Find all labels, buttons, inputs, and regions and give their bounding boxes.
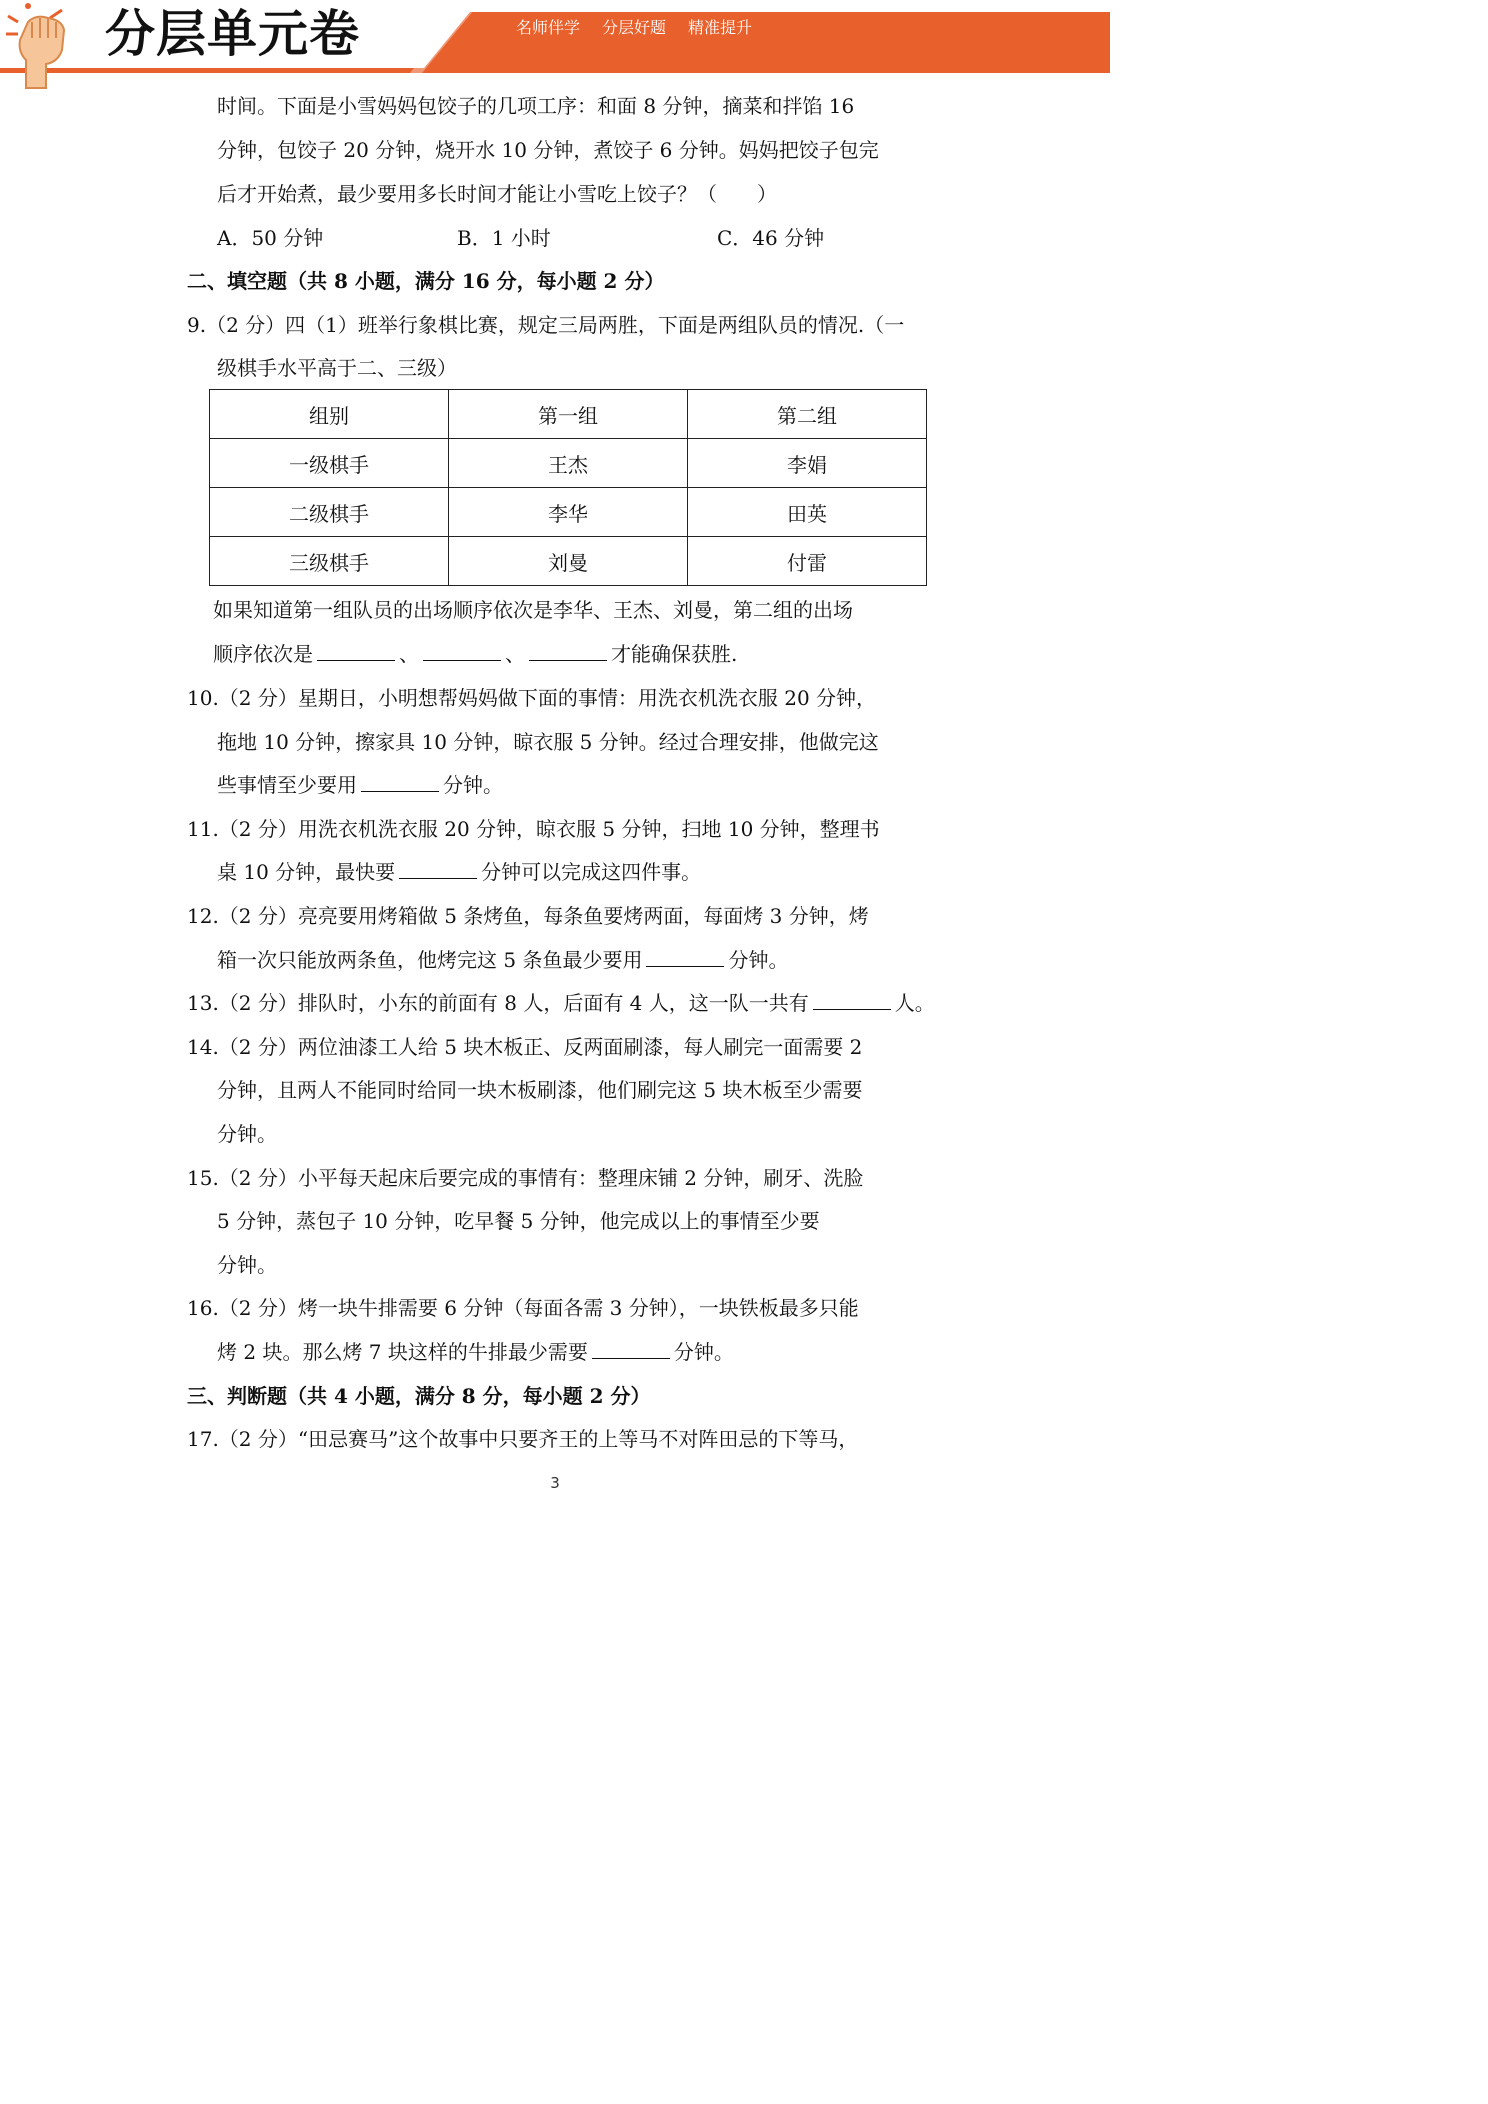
option-c: C．46 分钟 (717, 226, 825, 250)
q15-line-2: 5 分钟，蒸包子 10 分钟，吃早餐 5 分钟，他完成以上的事情至少要 (217, 1209, 820, 1233)
q11-line-1: 11.（2 分）用洗衣机洗衣服 20 分钟，晾衣服 5 分钟，扫地 10 分钟，整理书 (187, 817, 880, 841)
table-cell: 刘曼 (449, 537, 688, 586)
q9-line-4 (213, 640, 737, 668)
q12-text: 分钟。 (728, 948, 789, 972)
page-header (0, 0, 1110, 90)
q8-options (217, 224, 824, 252)
header-slogan (516, 16, 752, 40)
slogan-item: 分层好题 (602, 18, 667, 37)
table-cell: 田英 (688, 488, 927, 537)
q13-line-1 (187, 989, 935, 1017)
table-row (210, 439, 927, 488)
q17-line-1: 17.（2 分）“田忌赛马”这个故事中只要齐王的上等马不对阵田忌的下等马， (187, 1427, 859, 1451)
separator: 、 (505, 642, 525, 666)
section-heading-judgement: 三、判断题（共 4 小题，满分 8 分，每小题 2 分） (187, 1384, 651, 1408)
q16-text: 分钟。 (673, 1340, 734, 1364)
q15-line-1: 15.（2 分）小平每天起床后要完成的事情有：整理床铺 2 分钟，刷牙、洗脸 (187, 1166, 864, 1190)
table-cell: 李华 (449, 488, 688, 537)
q12-line-2 (217, 946, 788, 974)
q16-line-1: 16.（2 分）烤一块牛排需要 6 分钟（每面各需 3 分钟），一块铁板最多只能 (187, 1296, 859, 1320)
slogan-item: 名师伴学 (516, 18, 581, 37)
table-cell: 王杰 (449, 439, 688, 488)
players-table (209, 389, 927, 586)
answer-blank[interactable] (399, 858, 477, 879)
q9-line-2: 级棋手水平高于二、三级） (217, 356, 457, 380)
table-row (210, 488, 927, 537)
table-cell: 二级棋手 (210, 488, 449, 537)
q14-line-1: 14.（2 分）两位油漆工人给 5 块木板正、反两面刷漆，每人刷完一面需要 2 (187, 1035, 863, 1059)
table-cell: 一级棋手 (210, 439, 449, 488)
q10-text: 分钟。 (443, 773, 503, 797)
table-cell: 三级棋手 (210, 537, 449, 586)
slogan-item: 精准提升 (688, 18, 753, 37)
q9-text: 顺序依次是 (213, 642, 313, 666)
table-cell: 李娟 (688, 439, 927, 488)
answer-blank[interactable] (361, 771, 439, 792)
document-title: 分层单元卷 (105, 5, 360, 63)
q16-line-2 (217, 1338, 734, 1366)
table-header-cell: 组别 (210, 390, 449, 439)
table-row (210, 537, 927, 586)
page-number: 3 (550, 1474, 560, 1492)
q14-line-3: 分钟。 (217, 1122, 277, 1146)
q9-text: 才能确保获胜. (611, 642, 738, 666)
table-header-row (210, 390, 927, 439)
answer-blank[interactable] (423, 640, 501, 661)
q13-text: 人。 (894, 991, 935, 1015)
q16-text: 烤 2 块。那么烤 7 块这样的牛排最少需要 (217, 1340, 588, 1364)
separator: 、 (399, 642, 419, 666)
q13-text: 13.（2 分）排队时，小东的前面有 8 人，后面有 4 人，这一队一共有 (187, 991, 809, 1015)
answer-blank[interactable] (317, 640, 395, 661)
answer-blank[interactable] (813, 989, 891, 1010)
option-b: B．1 小时 (457, 226, 551, 250)
answer-blank[interactable] (529, 640, 607, 661)
q10-line-1: 10.（2 分）星期日，小明想帮妈妈做下面的事情：用洗衣机洗衣服 20 分钟， (187, 686, 877, 710)
q11-line-2 (217, 858, 701, 886)
table-cell: 付雷 (688, 537, 927, 586)
q8-line-2: 分钟，包饺子 20 分钟，烧开水 10 分钟，煮饺子 6 分钟。妈妈把饺子包完 (217, 138, 879, 162)
q8-line-1: 时间。下面是小雪妈妈包饺子的几项工序：和面 8 分钟，摘菜和拌馅 16 (217, 94, 855, 118)
q10-text: 些事情至少要用 (217, 773, 357, 797)
option-a: A．50 分钟 (217, 226, 324, 250)
q15-line-3: 分钟。 (217, 1253, 277, 1277)
q9-line-3: 如果知道第一组队员的出场顺序依次是李华、王杰、刘曼，第二组的出场 (213, 598, 853, 622)
q12-text: 箱一次只能放两条鱼，他烤完这 5 条鱼最少要用 (217, 948, 643, 972)
q11-text: 分钟可以完成这四件事。 (481, 860, 702, 884)
q8-line-3: 后才开始煮，最少要用多长时间才能让小雪吃上饺子？（ ） (217, 182, 777, 206)
fist-icon (6, 3, 64, 88)
table-header-cell: 第一组 (449, 390, 688, 439)
table-header-cell: 第二组 (688, 390, 927, 439)
q14-line-2: 分钟，且两人不能同时给同一块木板刷漆，他们刷完这 5 块木板至少需要 (217, 1078, 863, 1102)
section-heading-fill-in: 二、填空题（共 8 小题，满分 16 分，每小题 2 分） (187, 269, 665, 293)
q12-line-1: 12.（2 分）亮亮要用烤箱做 5 条烤鱼，每条鱼要烤两面，每面烤 3 分钟，烤 (187, 904, 869, 928)
q10-line-3 (217, 771, 503, 799)
q9-line-1: 9.（2 分）四（1）班举行象棋比赛，规定三局两胜，下面是两组队员的情况.（一 (187, 313, 905, 337)
answer-blank[interactable] (592, 1338, 670, 1359)
q11-text: 桌 10 分钟，最快要 (217, 860, 396, 884)
answer-blank[interactable] (646, 946, 724, 967)
q10-line-2: 拖地 10 分钟，擦家具 10 分钟，晾衣服 5 分钟。经过合理安排，他做完这 (217, 730, 879, 754)
